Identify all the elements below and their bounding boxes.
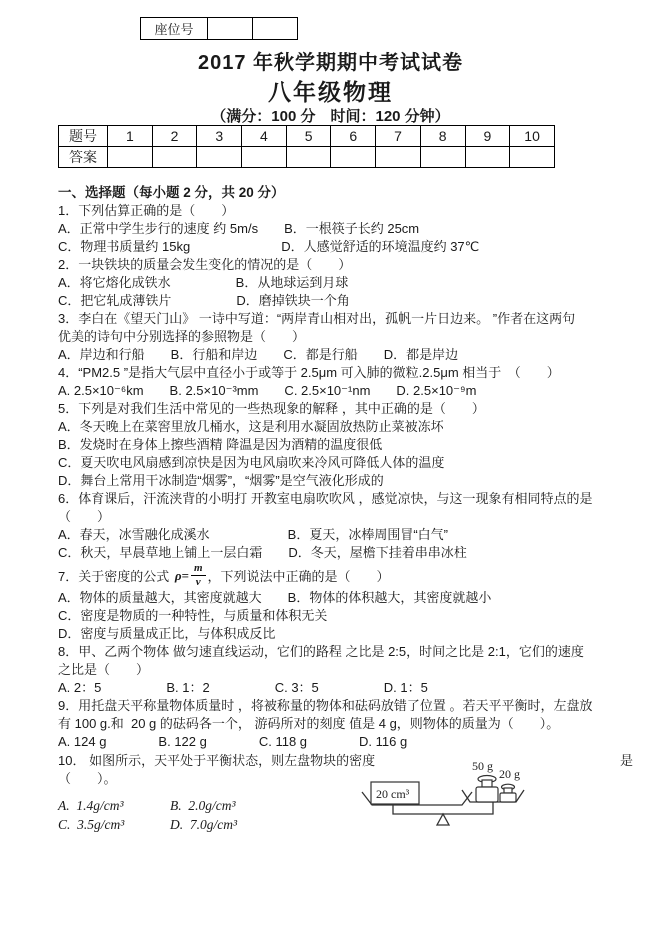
- seat-number-table: [140, 17, 298, 40]
- question-line: B．发烧时在身体上擦些酒精 降温是因为酒精的温度很低: [58, 437, 383, 452]
- exam-subject: 八年级物理: [268, 79, 393, 105]
- question-line: 2．一块铁块的质量会发生变化的情况的是（ ）: [58, 257, 352, 272]
- question-number-cell: 1: [108, 126, 153, 147]
- question-line: C．密度是物质的一种特性，与质量和体积无关: [58, 608, 328, 623]
- answer-cell: [510, 147, 555, 168]
- fraction-numerator: m: [191, 563, 206, 576]
- question-number-row: [59, 126, 555, 147]
- answer-table: [58, 125, 555, 168]
- seat-number-cell: 座位号: [141, 18, 208, 40]
- question-line: C．秋天，早晨草地上铺上一层白霜 D．冬天，屋檐下挂着串串冰柱: [58, 545, 467, 560]
- equals-sign: =: [181, 567, 189, 583]
- density-formula: [175, 563, 206, 588]
- question-line: D．密度与质量成正比，与体积成反比: [58, 626, 276, 641]
- question-line: （ ）: [58, 509, 111, 524]
- q10-option: B. 2.0g/cm³: [170, 798, 236, 813]
- block-volume-label: 20 cm³: [376, 787, 410, 801]
- question-line: 3．李白在《望天门山》 一诗中写道：“两岸青山相对出，孤帆一片日边来。 ”作者在这两句: [58, 311, 576, 326]
- question-number-cell: 7: [376, 126, 421, 147]
- balance-scale-figure: [358, 754, 558, 848]
- section-heading: 一、选择题（每小题 2 分，共 20 分）: [58, 185, 285, 200]
- weight-20g-body: [500, 793, 516, 802]
- question-line: C．把它轧成薄铁片 D．磨掉铁块一个角: [58, 293, 350, 308]
- question-number-cell: 6: [331, 126, 376, 147]
- exam-title: 2017 年秋学期期中考试试卷: [197, 52, 464, 74]
- weight-50g-label: 50 g: [472, 759, 493, 773]
- question-body: [58, 184, 634, 864]
- question-line: 1．下列估算正确的是（ ）: [58, 203, 235, 218]
- question-line: 6．体育课后，汗流浃背的小明打 开教室电扇吹吹风 ，感觉凉快，与这一现象有相同特点的是: [58, 491, 593, 506]
- question-line: A．冬天晚上在菜窖里放几桶水，这是利用水凝固放热防止菜被冻坏: [58, 419, 444, 434]
- seat-number-cell: [253, 18, 298, 40]
- fraction-denominator: v: [195, 576, 201, 588]
- q10-stem-tail: 是: [620, 753, 634, 768]
- exam-score-time-info: （满分：100 分 时间：120 分钟）: [211, 108, 450, 125]
- question-number-cell: 9: [465, 126, 510, 147]
- question-number-cell: 题号: [59, 126, 108, 147]
- seat-number-row: [141, 18, 298, 40]
- question-number-cell: 3: [197, 126, 242, 147]
- question-line: 9．用托盘天平称量物体质量时 ，将被称量的物体和砝码放错了位置 。若天平平衡时，左盘放: [58, 698, 593, 713]
- weight-20g-neck: [504, 788, 512, 793]
- rho-symbol: ρ: [174, 567, 182, 583]
- question-lines-group-1: [58, 202, 614, 562]
- weight-50g-neck: [482, 780, 492, 787]
- q10-bracket-line: （ ）。: [58, 771, 117, 786]
- answer-cell: [108, 147, 153, 168]
- answer-row: [59, 147, 555, 168]
- question-line: 8．甲、乙两个物体 做匀速直线运动，它们的路程 之比是 2:5，时间之比是 2:1，它们的速度: [58, 644, 584, 659]
- question-line: 优美的诗句中分别选择的参照物是（ ）: [58, 329, 306, 344]
- q10-option: A. 1.4g/cm³: [58, 798, 124, 813]
- question-line: A. 2.5×10⁻⁶km B. 2.5×10⁻³mm C. 2.5×10⁻¹nm D. 2.5×10⁻⁹m: [58, 383, 477, 398]
- question-line: A．岸边和行船 B．行船和岸边 C．都是行船 D．都是岸边: [58, 347, 459, 362]
- answer-cell: [376, 147, 421, 168]
- question-line: C．夏天吹电风扇感到凉快是因为电风扇吹来冷风可降低人体的温度: [58, 455, 445, 470]
- question-line: C．物理书质量约 15kg D．人感觉舒适的环境温度约 37℃: [58, 239, 480, 254]
- answer-cell: [420, 147, 465, 168]
- question-lines-group-2: [58, 589, 614, 751]
- question-number-cell: 2: [152, 126, 197, 147]
- question-7-formula-line: [58, 562, 614, 589]
- question-line: A．将它熔化成铁水 B．从地球运到月球: [58, 275, 349, 290]
- mass-over-volume-fraction: [191, 563, 206, 588]
- question-line: 有 100 g.和 20 g 的砝码各一个， 游码所对的刻度 值是 4 g，则物体的质量为（ ）。: [58, 716, 560, 731]
- answer-cell: [152, 147, 197, 168]
- answer-cell: [331, 147, 376, 168]
- question-line: 5．下列是对我们生活中常见的一些热现象的解释 ，其中正确的是（ ）: [58, 401, 485, 416]
- seat-number-cell: [208, 18, 253, 40]
- question-number-cell: 5: [286, 126, 331, 147]
- q10-stem-line: 10． 如图所示，天平处于平衡状态，则左盘物块的密度: [58, 753, 376, 768]
- question-line: A. 2：5 B. 1：2 C. 3：5 D. 1：5: [58, 680, 428, 695]
- question-number-cell: 10: [510, 126, 555, 147]
- q10-option: C. 3.5g/cm³: [58, 817, 125, 832]
- question-line: A. 124 g B. 122 g C. 118 g D. 116 g: [58, 734, 408, 749]
- q10-option: D. 7.0g/cm³: [170, 817, 238, 832]
- weight-50g-body: [476, 787, 498, 802]
- answer-cell: [197, 147, 242, 168]
- fulcrum-triangle: [437, 814, 449, 825]
- question-10-block: [58, 752, 634, 864]
- answer-cell: [242, 147, 287, 168]
- answer-cell: [465, 147, 510, 168]
- question-line: A．正常中学生步行的速度 约 5m/s B．一根筷子长约 25cm: [58, 221, 420, 236]
- q7-text-post: ，下列说法中正确的是（ ）: [207, 569, 390, 584]
- question-line: D．舞台上常用干冰制造“烟雾”，“烟雾”是空气液化形成的: [58, 473, 384, 488]
- question-line: 4．“PM2.5 ”是指大气层中直径小于或等于 2.5μm 可入肺的微粒.2.5μm 相当于 （ ）: [58, 365, 560, 380]
- question-line: A．物体的质量越大，其密度就越大 B．物体的体积越大，其密度就越小: [58, 590, 492, 605]
- question-line: 之比是（ ）: [58, 662, 150, 677]
- q7-text-pre: 7．关于密度的公式: [58, 569, 173, 584]
- answer-cell: [286, 147, 331, 168]
- question-number-cell: 8: [420, 126, 465, 147]
- answer-cell: 答案: [59, 147, 108, 168]
- weight-20g-label: 20 g: [499, 767, 520, 781]
- question-number-cell: 4: [242, 126, 287, 147]
- question-line: A．春天，冰雪融化成溪水 B．夏天，冰棒周围冒“白气”: [58, 527, 449, 542]
